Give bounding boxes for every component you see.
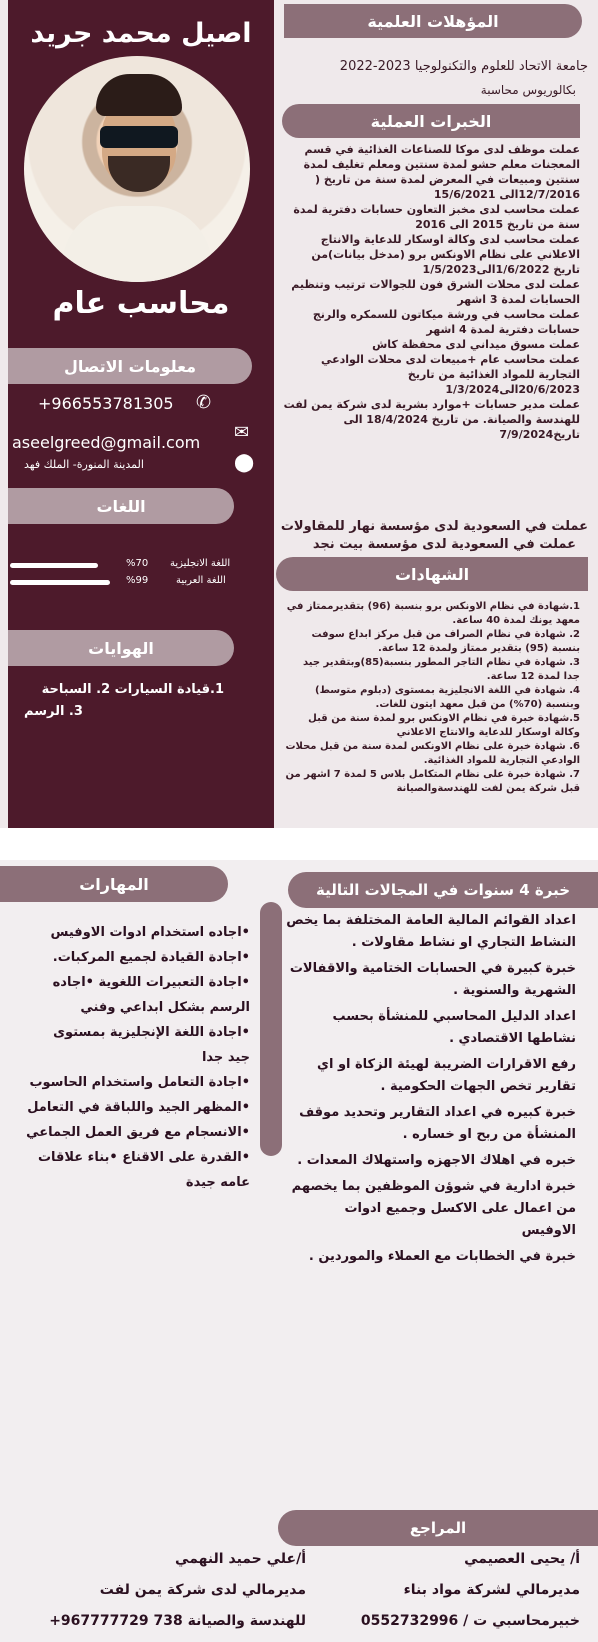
certificate-item: 6. شهادة خبرة على نظام الاونكس لمدة سنة من قبل محلات الوادعي التجارية للمواد الغذائية. bbox=[285, 741, 580, 766]
education-header: المؤهلات العلمية bbox=[284, 4, 582, 38]
skills-header: المهارات bbox=[0, 866, 228, 902]
english-percent: %70 bbox=[126, 558, 149, 569]
location-icon: ⬤ bbox=[234, 452, 255, 473]
certificate-item: 5.شهادة خبرة في نظام الاونكس برو لمدة سنة من قبل وكالة اوسكار للدعاية والانتاج الاعلاني bbox=[308, 713, 580, 738]
skill-line: •اجاده استخدام ادوات الاوفيس bbox=[50, 925, 250, 940]
skill-line: جيد جدا bbox=[201, 1050, 250, 1065]
job-title: محاسب عام bbox=[52, 286, 230, 321]
skill-line: •الانسجام مع فريق العمل الجماعي bbox=[26, 1125, 250, 1140]
experience-item: عملت موظف لدى موكا للصناعات الغذائية في قسم المعجنات معلم حشو لمدة سنتين ومعلم تغليف لمدة سنتين ومبيعات في المعرض لمدة سنة من تاريخ ( 12/7/2016الى 15/6/2021 bbox=[303, 143, 580, 201]
expertise-item: اعداد الدليل المحاسبي للمنشأة بحسب نشاطها الاقتصادي . bbox=[332, 1009, 576, 1046]
hobbies-header: الهوايات bbox=[8, 630, 234, 666]
expertise-item: خبرة كبيرة في الحسابات الختامية والاقفالات الشهرية والسنوية . bbox=[289, 961, 576, 998]
reference-2-role: مديرمالي لدى شركة يمن لفت bbox=[99, 1582, 306, 1598]
experience-item: عملت مدير حسابات +موارد بشرية لدى شركة يمن لفت للهندسة والصيانة. من تاريخ 18/4/2024 الى تاريخ7/9/2024 bbox=[283, 398, 580, 441]
certificate-item: 7. شهادة خبرة على نظام المتكامل بلاس 5 لمدة 7 اشهر من قبل شركة يمن لفت للهندسةوالصيانة bbox=[285, 769, 580, 794]
certificate-item: 2. شهادة في نظام الصراف من قبل مركز ابداع سوفت بنسبة (95) بتقدير ممتاز ولمدة 12 ساعة. bbox=[311, 629, 580, 654]
phone-icon: ✆ bbox=[196, 392, 212, 413]
expertise-item: رفع الاقرارات الضريبة لهيئة الزكاة او اي تقارير تخص الجهات الحكومية . bbox=[317, 1057, 576, 1094]
arabic-level-bar bbox=[10, 580, 110, 585]
skill-line: •اجادة التعبيرات اللغوية •اجاده bbox=[52, 975, 250, 990]
arabic-percent: %99 bbox=[126, 575, 149, 586]
reference-1-detail: خبيرمحاسبي ت / 0552732996 bbox=[360, 1613, 580, 1629]
hobbies-line-2: 3. الرسم bbox=[24, 704, 83, 719]
expertise-item: خبرة في الخطابات مع العملاء والموردين . bbox=[308, 1249, 576, 1264]
address: المدينة المنورة- الملك فهد bbox=[24, 458, 144, 471]
education-line-1: جامعة الاتحاد للعلوم والتكنولوجيا 2023-2022 bbox=[339, 59, 588, 74]
experience-extra-1: عملت في السعودية لدى مؤسسة نهار للمقاولات bbox=[280, 519, 588, 534]
page-gap bbox=[0, 828, 598, 860]
skill-line: الرسم بشكل ابداعي وفني bbox=[80, 1000, 250, 1015]
english-label: اللغة الانجليزية bbox=[170, 558, 231, 569]
expertise-item: خبرة كبيره في اعداد التقارير وتحديد موقف المنشأة من ربح او خساره . bbox=[299, 1105, 576, 1142]
expertise-header: خبرة 4 سنوات في المجالات التالية bbox=[288, 872, 598, 908]
experience-item: عملت محاسب لدى مخبز التعاون حسابات دفترية لمدة سنة من تاريخ 2015 الى 2016 bbox=[293, 203, 580, 231]
experience-item: عملت مسوق ميداني لدى محفظة كاش bbox=[372, 338, 580, 351]
experience-extra-2: عملت في السعودية لدى مؤسسة بيت نجد bbox=[312, 537, 576, 552]
profile-photo bbox=[24, 56, 250, 282]
languages-header: اللغات bbox=[8, 488, 234, 524]
expertise-item: اعداد القوائم المالية العامة المختلفة بما يخص النشاط التجاري او نشاط مقاولات . bbox=[286, 913, 576, 950]
experience-item: عملت محاسب لدى وكالة اوسكار للدعاية والانتاج الاعلاني على نظام الاونكس برو (مدخل بيانات)من تاريخ 1/6/2022الى1/5/2023 bbox=[311, 233, 580, 276]
expertise-item: خبره في اهلاك الاجهزه واستهلاك المعدات . bbox=[297, 1153, 576, 1168]
reference-2 bbox=[10, 1544, 306, 1637]
certificates-header: الشهادات bbox=[276, 557, 588, 591]
contact-header: معلومات الاتصال bbox=[8, 348, 252, 384]
person-name: اصيل محمد جريد bbox=[30, 18, 252, 49]
experience-header: الخبرات العملية bbox=[282, 104, 580, 138]
skill-line: •المظهر الجيد واللباقة في التعامل bbox=[27, 1100, 250, 1115]
phone-number[interactable]: +966553781305 bbox=[38, 394, 174, 413]
arabic-label: اللغة العربية bbox=[176, 575, 226, 586]
reference-2-name: أ/علي حميد النهمي bbox=[175, 1551, 306, 1567]
reference-2-detail: للهندسة والصيانة 738 967777729+ bbox=[49, 1613, 306, 1629]
certificate-item: 1.شهادة في نظام الاونكس برو بنسبة (96) بتقديرممتاز في معهد يونك لمدة 40 ساعة. bbox=[286, 601, 580, 626]
reference-1-name: أ/ يحيى العصيمي bbox=[464, 1551, 580, 1567]
mail-icon: ✉ bbox=[234, 422, 250, 443]
skill-line: •اجادة التعامل واستخدام الحاسوب bbox=[29, 1075, 250, 1090]
certificates-list bbox=[284, 600, 580, 796]
expertise-item: خبرة ادارية في شوؤن الموظفين بما يخصهم من اعمال على الاكسل وجميع ادوات الاوفيس bbox=[291, 1179, 576, 1238]
skill-line: •اجادة القيادة لجميع المركبات. bbox=[52, 950, 250, 965]
references-header: المراجع bbox=[278, 1510, 598, 1546]
skill-line: •اجادة اللغة الإنجليزية بمستوى bbox=[53, 1025, 250, 1040]
certificate-item: 4. شهادة في اللغة الانجليزية بمستوى (دبلوم متوسط) وبنسبة (70%) من قبل معهد ايتون للغات. bbox=[315, 685, 580, 710]
hobbies-line-1: 1.قيادة السيارات 2. السباحة bbox=[41, 682, 224, 697]
email-address[interactable]: aseelgreed@gmail.com bbox=[12, 433, 201, 452]
certificate-item: 3. شهادة في نظام التاجر المطور بنسبة(85)وبتقدير جيد جدا لمدة 12 ساعة. bbox=[302, 657, 580, 682]
experience-item: عملت محاسب عام +مبيعات لدى محلات الوادعي التجارية للمواد الغذائية من تاريخ 20/6/2023الى1/3/2024 bbox=[320, 353, 580, 396]
expertise-list bbox=[286, 910, 576, 1272]
experience-item: عملت محاسب في ورشة ميكاتون للسمكره والرنج حسابات دفترية لمدة 4 اشهر bbox=[312, 308, 580, 336]
experience-list bbox=[282, 142, 580, 442]
skill-line: عامه جيدة bbox=[185, 1175, 250, 1190]
education-line-2: بكالوريوس محاسبة bbox=[480, 83, 576, 97]
reference-1-role: مديرمالي لشركة مواد بناء bbox=[403, 1582, 580, 1598]
skills-list bbox=[0, 920, 250, 1195]
english-level-bar bbox=[10, 563, 98, 568]
skill-line: •القدرة على الاقناع •بناء علاقات bbox=[37, 1150, 250, 1165]
reference-1 bbox=[300, 1544, 580, 1637]
resume-page-2 bbox=[0, 860, 598, 1642]
experience-item: عملت لدى محلات الشرق فون للجوالات ترتيب وتنظيم الحسابات لمدة 3 اشهر bbox=[291, 278, 580, 306]
divider-bar bbox=[260, 902, 282, 1156]
